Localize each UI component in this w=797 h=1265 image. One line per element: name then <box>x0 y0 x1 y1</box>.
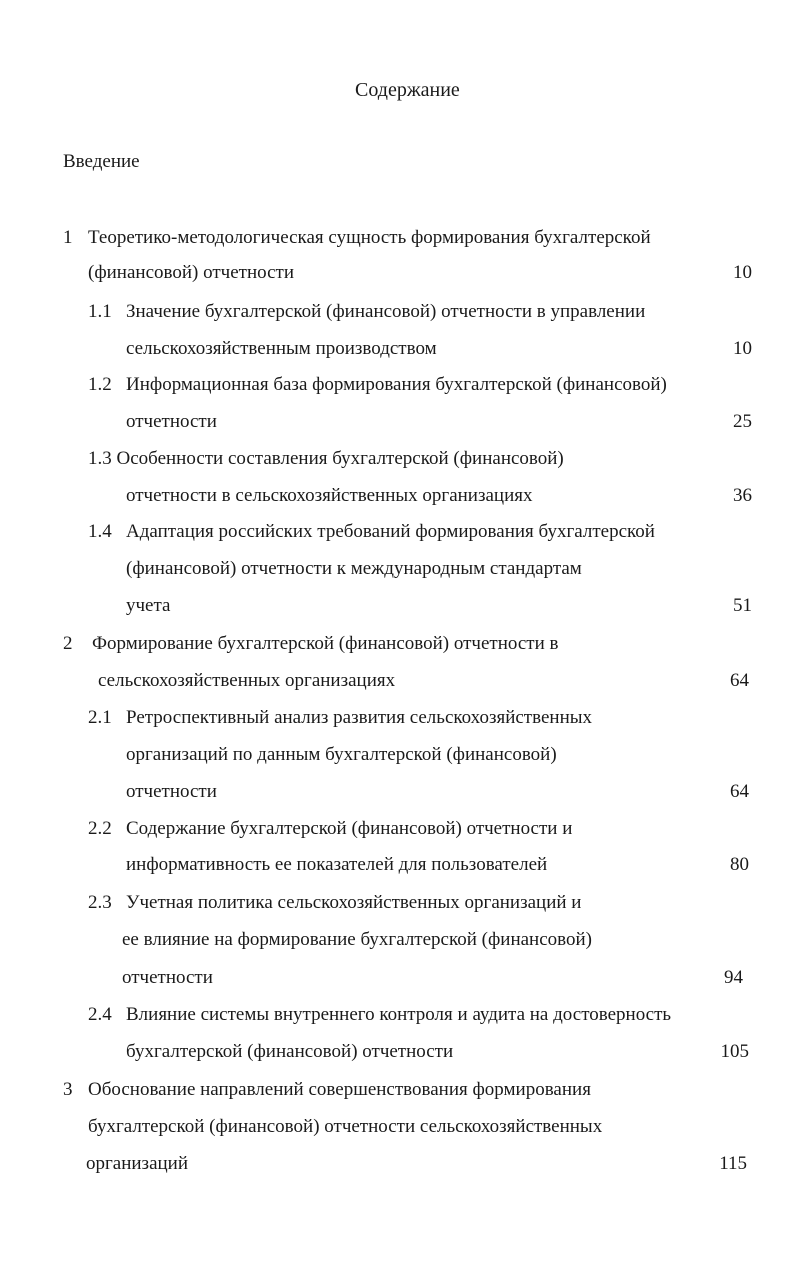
toc-s14-num: 1.4 <box>88 521 112 542</box>
toc-s13-line2: отчетности в сельскохозяйственных организациях <box>126 485 533 506</box>
toc-s23-line2: ее влияние на формирование бухгалтерской (финансовой) <box>122 929 592 950</box>
toc-ch1-line2: (финансовой) отчетности <box>88 262 294 283</box>
toc-s24-line2: бухгалтерской (финансовой) отчетности <box>126 1041 454 1062</box>
toc-s11-page: 10 <box>733 338 752 359</box>
toc-s12-line2: отчетности <box>126 411 217 432</box>
toc-s21-page: 64 <box>730 781 749 802</box>
toc-s13-page: 36 <box>733 485 752 506</box>
toc-ch2-page: 64 <box>730 670 749 691</box>
toc-s24-page: 105 <box>720 1041 749 1062</box>
page-title: Содержание <box>355 79 460 101</box>
toc-s21-line3: отчетности <box>126 781 217 802</box>
toc-s24-line1: Влияние системы внутреннего контроля и аудита на достоверность <box>126 1004 672 1025</box>
toc-ch2-num: 2 <box>63 633 73 654</box>
toc-s12-page: 25 <box>733 411 752 432</box>
toc-s22-num: 2.2 <box>88 818 112 839</box>
toc-s14-page: 51 <box>733 595 752 616</box>
toc-ch3-line1: Обоснование направлений совершенствования формирования <box>88 1079 591 1100</box>
toc-ch3-line2: бухгалтерской (финансовой) отчетности сельскохозяйственных <box>88 1116 603 1137</box>
toc-ch3-num: 3 <box>63 1079 73 1100</box>
toc-s11-line2: сельскохозяйственным производством <box>126 338 437 359</box>
toc-s22-page: 80 <box>730 854 749 875</box>
toc-s22-line1: Содержание бухгалтерской (финансовой) отчетности и <box>126 818 573 839</box>
toc-s21-line1: Ретроспективный анализ развития сельскохозяйственных <box>126 707 593 728</box>
toc-s23-num: 2.3 <box>88 892 112 913</box>
toc-intro: Введение <box>63 151 140 172</box>
toc-s23-line3: отчетности <box>122 967 213 988</box>
toc-s14-line3: учета <box>126 595 171 616</box>
toc-ch2-line1: Формирование бухгалтерской (финансовой) отчетности в <box>92 633 559 654</box>
toc-ch1-page: 10 <box>733 262 752 283</box>
toc-s13-line1: 1.3 Особенности составления бухгалтерской (финансовой) <box>88 448 564 469</box>
toc-s14-line1: Адаптация российских требований формирования бухгалтерской <box>126 521 655 542</box>
toc-s11-line1: Значение бухгалтерской (финансовой) отчетности в управлении <box>126 301 646 322</box>
toc-s12-num: 1.2 <box>88 374 112 395</box>
toc-s21-num: 2.1 <box>88 707 112 728</box>
toc-s21-line2: организаций по данным бухгалтерской (финансовой) <box>126 744 557 765</box>
toc-s24-num: 2.4 <box>88 1004 112 1025</box>
toc-s23-page: 94 <box>724 967 743 988</box>
toc-ch3-line3: организаций <box>86 1153 189 1174</box>
toc-s22-line2: информативность ее показателей для пользователей <box>126 854 548 875</box>
toc-s12-line1: Информационная база формирования бухгалтерской (финансовой) <box>126 374 667 395</box>
toc-s11-num: 1.1 <box>88 301 112 322</box>
toc-s14-line2: (финансовой) отчетности к международным стандартам <box>126 558 582 579</box>
toc-ch1-line1: Теоретико-методологическая сущность формирования бухгалтерской <box>88 227 651 248</box>
toc-ch3-page: 115 <box>719 1153 747 1174</box>
toc-ch2-line2: сельскохозяйственных организациях <box>98 670 396 691</box>
toc-s23-line1: Учетная политика сельскохозяйственных организаций и <box>126 892 582 913</box>
toc-ch1-num: 1 <box>63 227 73 248</box>
